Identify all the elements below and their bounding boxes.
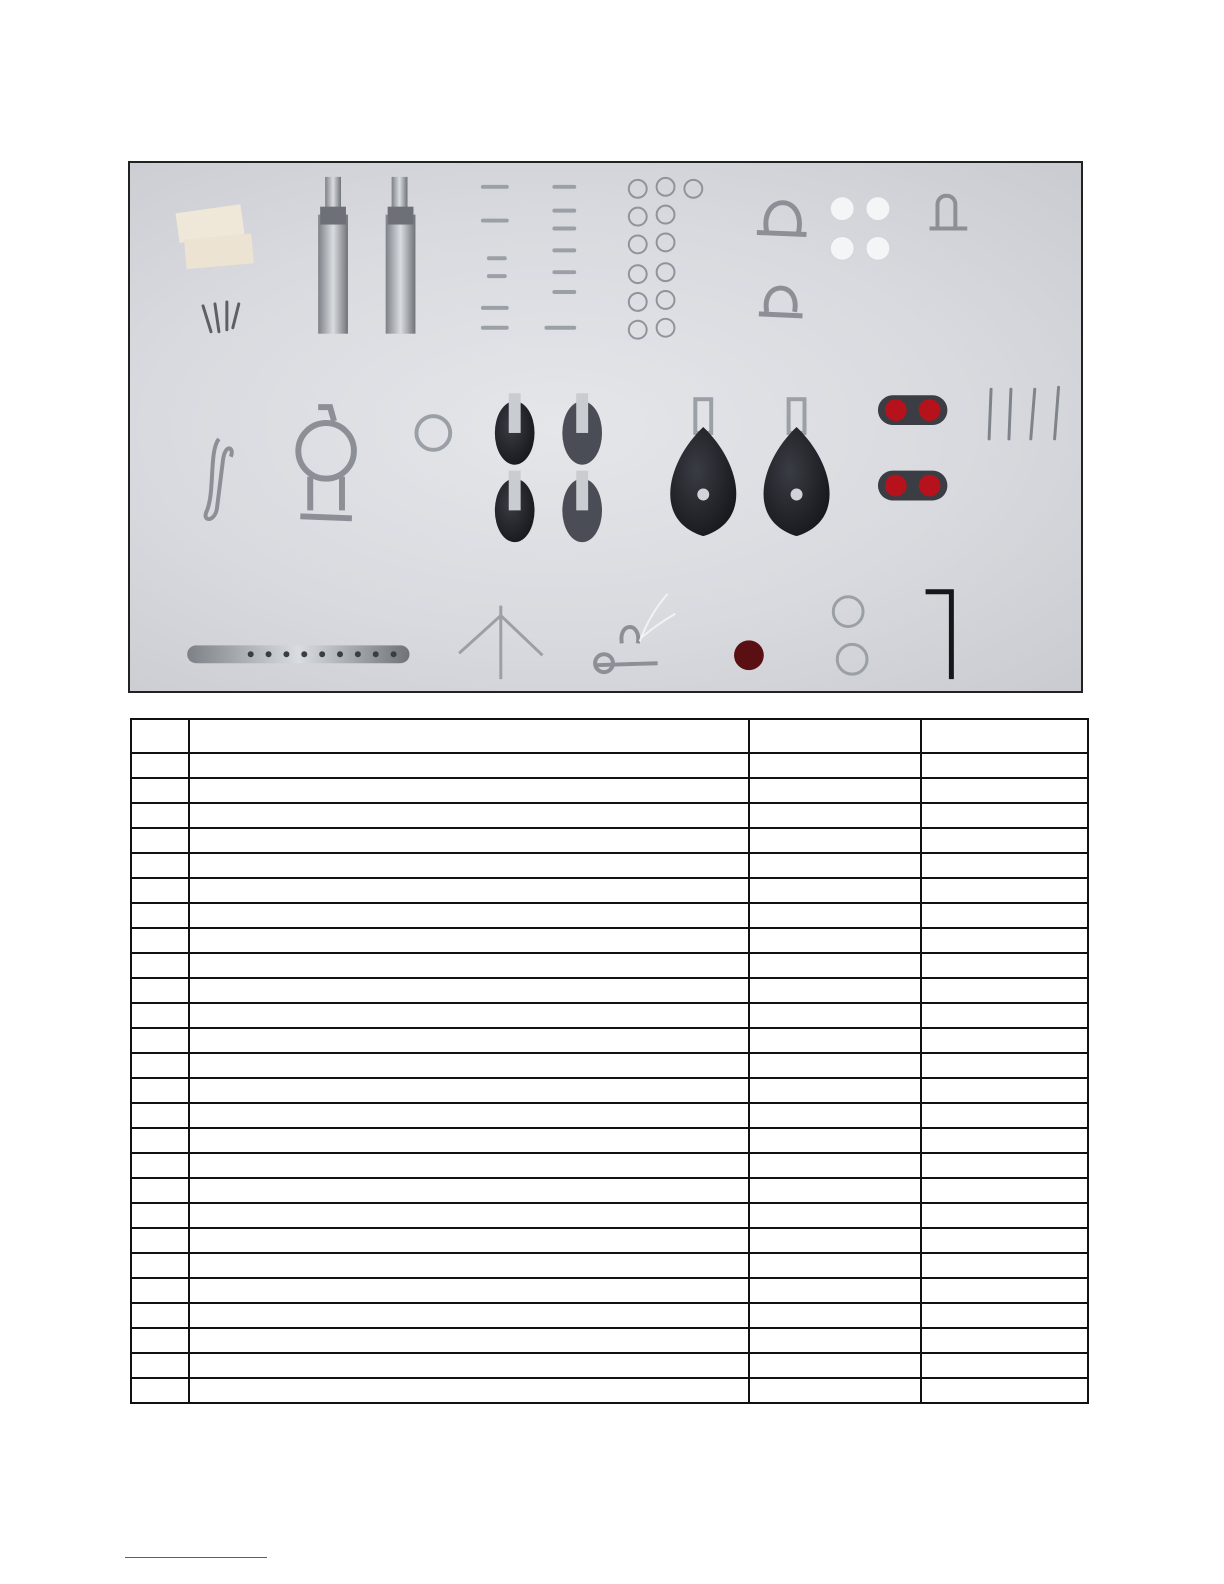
table-cell [189, 1003, 749, 1028]
table-row [131, 953, 1088, 978]
table-cell [921, 1278, 1088, 1303]
clevis-pins [483, 187, 574, 328]
cam-cleats [878, 395, 947, 500]
table-cell [749, 1278, 921, 1303]
shackle-with-line [595, 594, 675, 672]
table-cell [189, 1353, 749, 1378]
table-cell [921, 1378, 1088, 1403]
table-cell [749, 928, 921, 953]
table-cell [131, 878, 189, 903]
table-cell [749, 1078, 921, 1103]
table-cell [131, 1028, 189, 1053]
table-row [131, 1178, 1088, 1203]
small-blocks [495, 393, 602, 542]
table-cell [131, 1378, 189, 1403]
allen-key [926, 592, 952, 679]
table-cell [749, 1128, 921, 1153]
table-cell [749, 878, 921, 903]
table-cell [921, 1028, 1088, 1053]
toestrap-adjusters [318, 177, 415, 334]
table-row [131, 903, 1088, 928]
table-cell [921, 1003, 1088, 1028]
table-row [131, 828, 1088, 853]
table-row [131, 1253, 1088, 1278]
table-cell [749, 1353, 921, 1378]
rubber-stopper [734, 640, 764, 670]
table-cell [921, 953, 1088, 978]
d-shackle [930, 196, 968, 229]
hiking-strap-bar [187, 645, 409, 663]
table-cell [189, 1028, 749, 1053]
table-cell [189, 1253, 749, 1278]
table-cell [749, 1103, 921, 1128]
table-cell [749, 1028, 921, 1053]
table-cell [131, 1078, 189, 1103]
table-cell [189, 1303, 749, 1328]
table-cell [921, 853, 1088, 878]
table-cell [131, 853, 189, 878]
table-cell [131, 953, 189, 978]
table-row [131, 803, 1088, 828]
table-cell [189, 1053, 749, 1078]
table-cell [131, 803, 189, 828]
table-row [131, 853, 1088, 878]
table-row [131, 1053, 1088, 1078]
table-cell [749, 1003, 921, 1028]
stainless-ring [416, 416, 450, 450]
table-row [131, 1028, 1088, 1053]
table-cell [921, 878, 1088, 903]
table-cell [749, 1203, 921, 1228]
table-cell [189, 853, 749, 878]
table-cell [189, 1153, 749, 1178]
table-cell [131, 1353, 189, 1378]
header-cell-description [189, 719, 749, 753]
table-cell [921, 1353, 1088, 1378]
table-cell [131, 903, 189, 928]
table-cell [749, 1378, 921, 1403]
table-cell [749, 978, 921, 1003]
table-row [131, 753, 1088, 778]
table-cell [921, 928, 1088, 953]
table-cell [131, 1103, 189, 1128]
table-row [131, 1303, 1088, 1328]
table-cell [749, 853, 921, 878]
table-row [131, 1228, 1088, 1253]
table-row [131, 878, 1088, 903]
table-row [131, 1353, 1088, 1378]
table-cell [921, 1128, 1088, 1153]
table-cell [131, 1128, 189, 1153]
table-row [131, 1103, 1088, 1128]
table-cell [131, 978, 189, 1003]
table-cell [921, 1228, 1088, 1253]
table-cell [921, 1253, 1088, 1278]
table-cell [189, 903, 749, 928]
table-cell [749, 1153, 921, 1178]
table-cell [189, 1128, 749, 1153]
table-row [131, 1278, 1088, 1303]
table-cell [189, 1178, 749, 1203]
table-cell [131, 1053, 189, 1078]
table-cell [921, 1178, 1088, 1203]
table-cell [131, 1153, 189, 1178]
table-cell [131, 1278, 189, 1303]
table-row [131, 1203, 1088, 1228]
table-cell [189, 878, 749, 903]
parts-table [130, 718, 1089, 1404]
table-cell [749, 903, 921, 928]
table-cell [189, 1378, 749, 1403]
table-cell [921, 1203, 1088, 1228]
table-cell [131, 1328, 189, 1353]
table-cell [749, 1228, 921, 1253]
long-bolts [989, 387, 1058, 439]
adhesive-pads [175, 204, 253, 269]
table-cell [749, 953, 921, 978]
table-cell [749, 1303, 921, 1328]
table-cell [921, 1153, 1088, 1178]
table-cell [131, 753, 189, 778]
table-header-row [131, 719, 1088, 753]
table-cell [749, 1328, 921, 1353]
table-cell [189, 778, 749, 803]
table-cell [921, 803, 1088, 828]
table-cell [131, 1253, 189, 1278]
table-row [131, 978, 1088, 1003]
table-cell [189, 828, 749, 853]
screws [203, 302, 239, 332]
table-cell [921, 1053, 1088, 1078]
table-row [131, 928, 1088, 953]
table-cell [131, 828, 189, 853]
table-cell [189, 1328, 749, 1353]
nylon-washers [830, 197, 890, 261]
header-cell-part-number [749, 719, 921, 753]
table-cell [189, 753, 749, 778]
bow-shackles [757, 203, 807, 316]
table-cell [921, 978, 1088, 1003]
table-cell [749, 828, 921, 853]
table-row [131, 1328, 1088, 1353]
table-cell [921, 1303, 1088, 1328]
table-cell [921, 903, 1088, 928]
table-row [131, 1078, 1088, 1103]
trapeze-ring-plate [298, 407, 354, 518]
table-cell [749, 778, 921, 803]
table-row [131, 1378, 1088, 1403]
table-cell [749, 1178, 921, 1203]
table-cell [921, 778, 1088, 803]
table-cell [131, 1203, 189, 1228]
table-cell [749, 1253, 921, 1278]
table-cell [131, 1303, 189, 1328]
table-row [131, 1128, 1088, 1153]
table-cell [921, 1103, 1088, 1128]
table-cell [189, 1278, 749, 1303]
table-cell [921, 1078, 1088, 1103]
table-cell [921, 1328, 1088, 1353]
snap-hook [206, 439, 232, 519]
table-cell [189, 1103, 749, 1128]
table-cell [921, 753, 1088, 778]
table-cell [189, 1078, 749, 1103]
table-row [131, 778, 1088, 803]
table-cell [189, 803, 749, 828]
table-row [131, 1003, 1088, 1028]
table-cell [189, 1228, 749, 1253]
footnote-separator [125, 1557, 267, 1558]
table-cell [749, 753, 921, 778]
table-cell [749, 803, 921, 828]
header-cell-quantity [921, 719, 1088, 753]
table-cell [189, 1203, 749, 1228]
parts-photo [128, 161, 1083, 693]
table-cell [189, 953, 749, 978]
header-cell-number [131, 719, 189, 753]
table-cell [131, 1228, 189, 1253]
table-cell [189, 928, 749, 953]
split-rings [629, 178, 702, 339]
table-cell [131, 1003, 189, 1028]
table-row [131, 1153, 1088, 1178]
table-cell [749, 1053, 921, 1078]
table-cell [921, 828, 1088, 853]
ratchet-blocks [670, 399, 829, 536]
o-rings [833, 597, 867, 674]
table-cell [189, 978, 749, 1003]
spinnaker-bridle [459, 606, 542, 679]
table-cell [131, 928, 189, 953]
table-cell [131, 778, 189, 803]
table-cell [131, 1178, 189, 1203]
